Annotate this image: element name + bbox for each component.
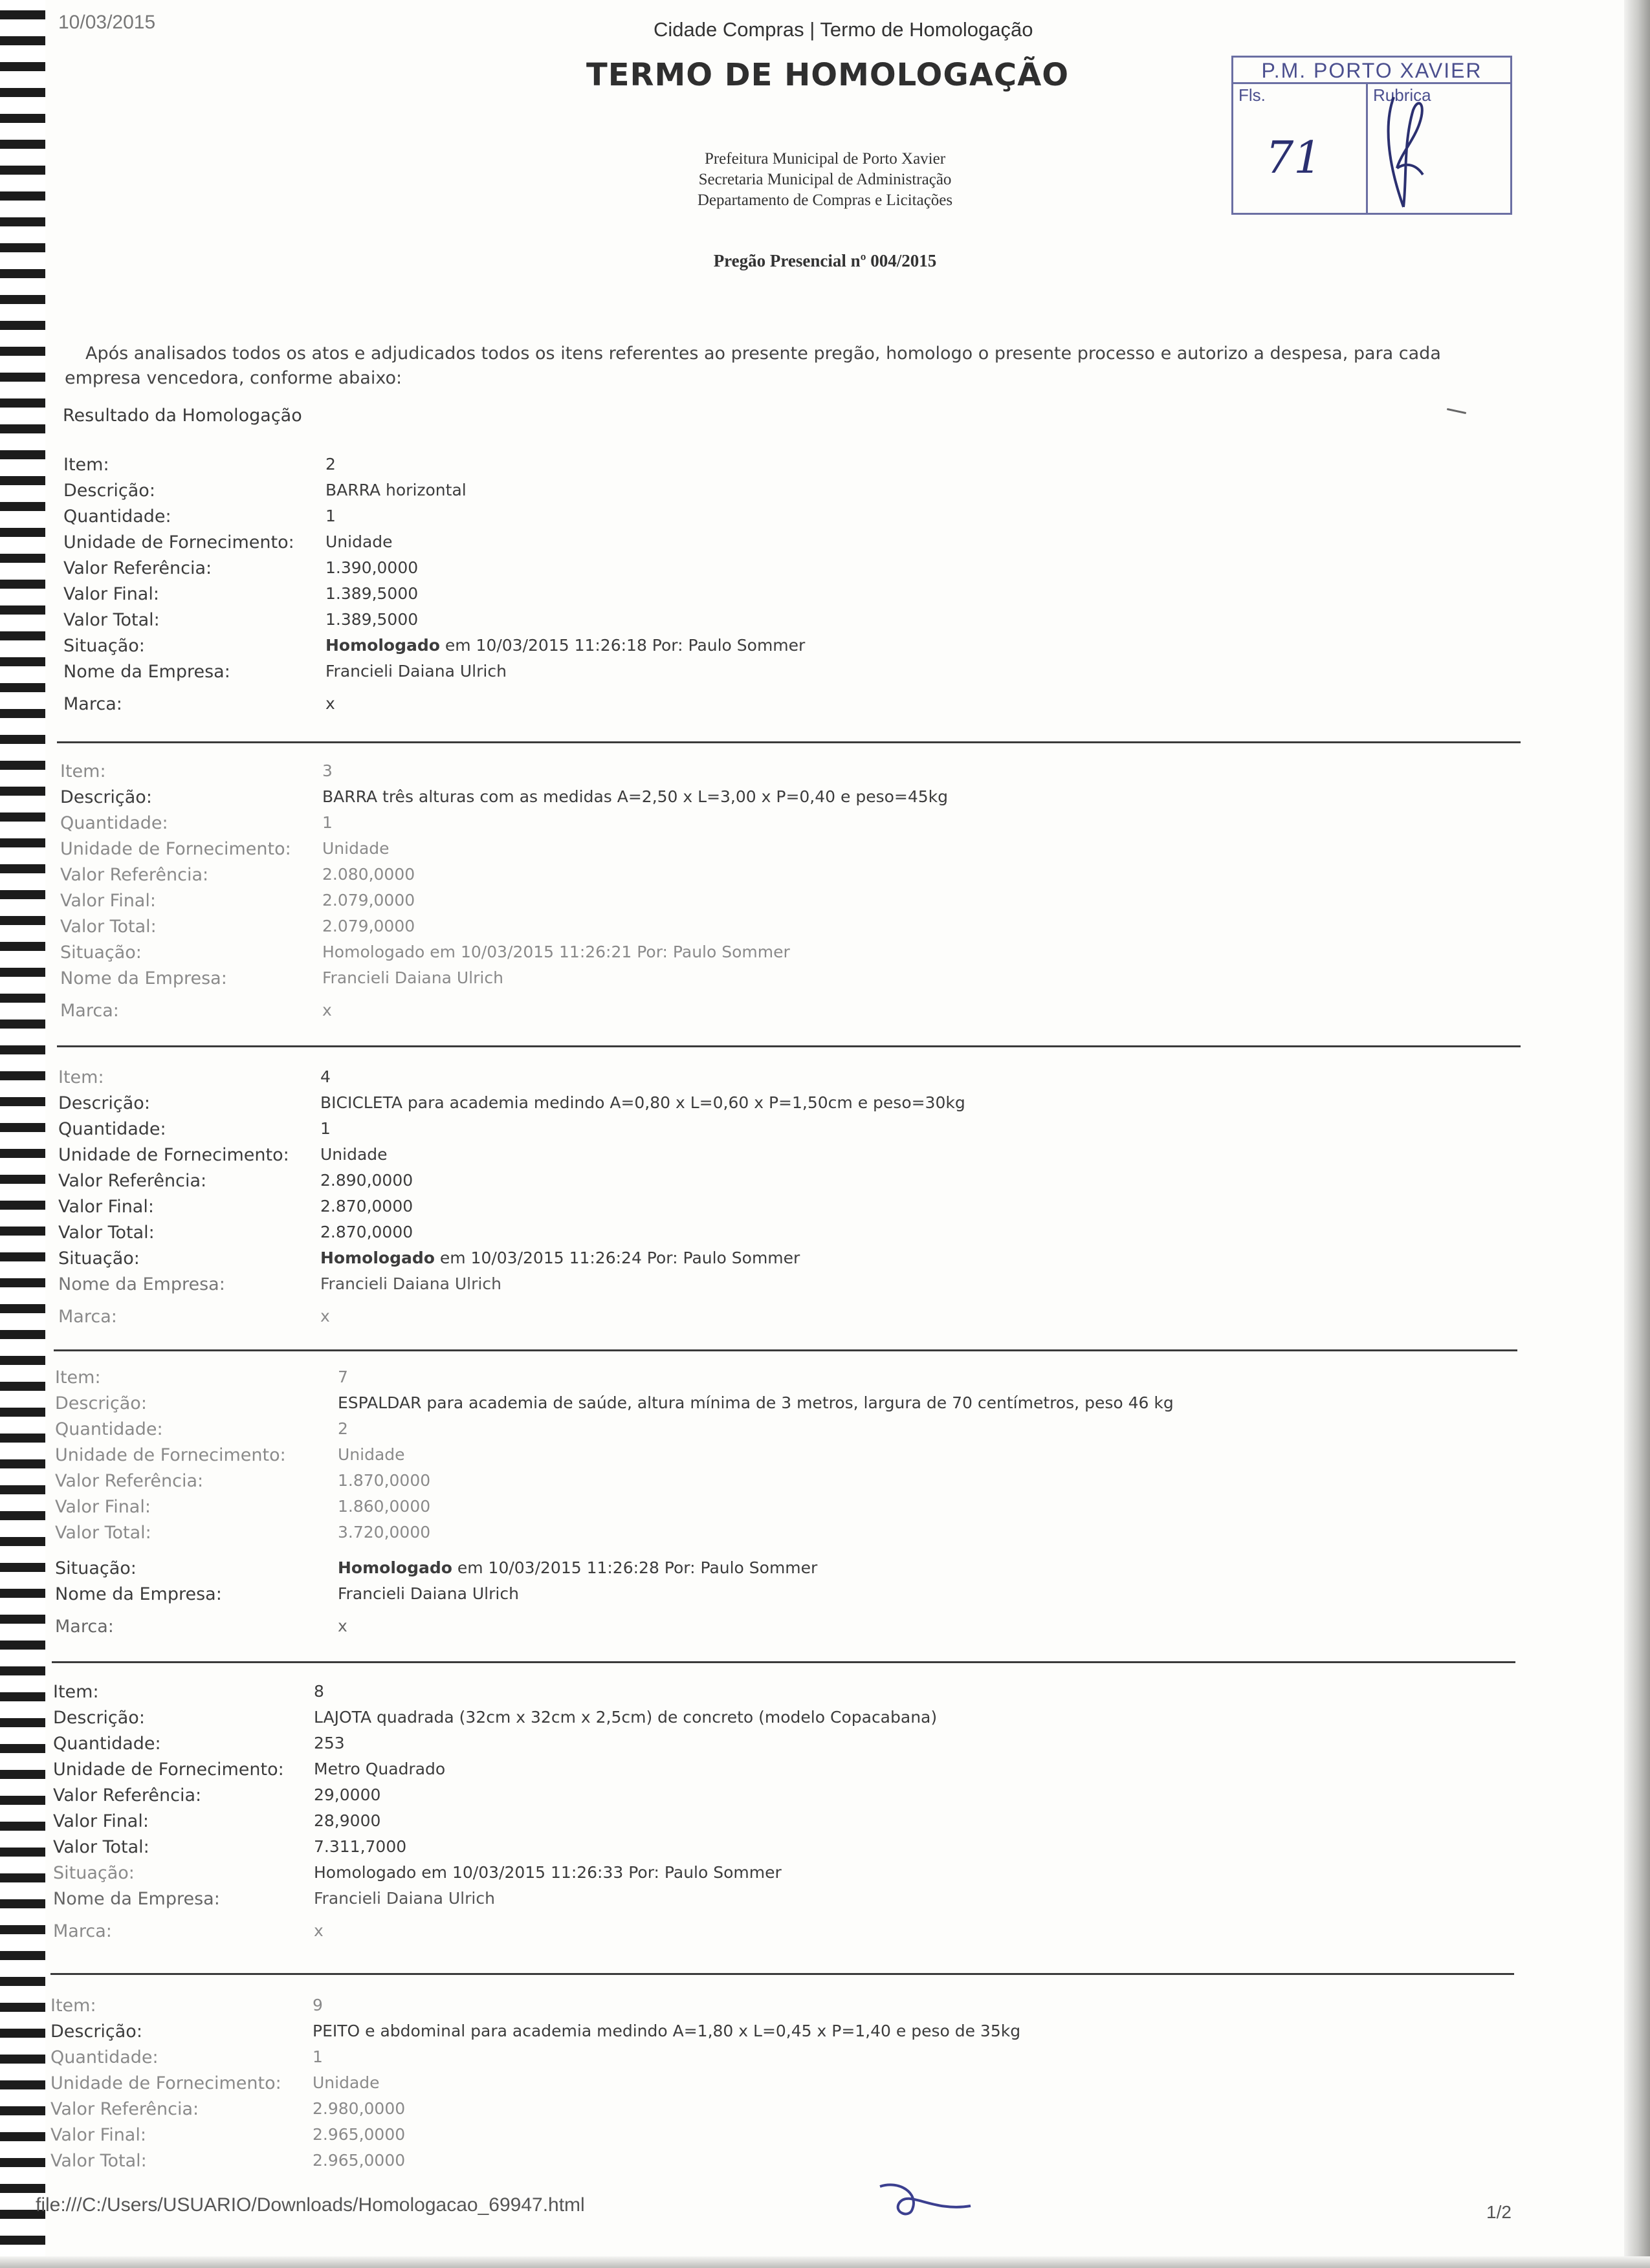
valor-referencia-value: 29,0000: [314, 1785, 381, 1804]
valor-final-label: Valor Final:: [53, 1811, 149, 1831]
quantidade-label: Quantidade:: [53, 1734, 161, 1754]
marca-label: Marca:: [55, 1617, 114, 1637]
item-number: 9: [313, 1996, 323, 2014]
valor-final-value: 1.860,0000: [338, 1497, 431, 1516]
unidade-label: Unidade de Fornecimento:: [58, 1145, 289, 1165]
unidade-value: Unidade: [338, 1445, 405, 1464]
valor-total-label: Valor Total:: [58, 1223, 155, 1243]
descricao-value: LAJOTA quadrada (32cm x 32cm x 2,5cm) de concreto (modelo Copacabana): [314, 1708, 938, 1727]
situacao-status: Homologado: [322, 943, 425, 961]
descricao-label: Descrição:: [63, 481, 155, 501]
empresa-value: Francieli Daiana Ulrich: [314, 1889, 495, 1908]
situacao-detail: em 10/03/2015 11:26:21 Por: Paulo Sommer: [424, 943, 790, 961]
spiral-binding: [0, 0, 45, 2268]
empresa-label: Nome da Empresa:: [55, 1584, 222, 1604]
empresa-label: Nome da Empresa:: [60, 968, 227, 988]
valor-referencia-label: Valor Referência:: [53, 1785, 202, 1805]
separator-line: [54, 1349, 1517, 1351]
valor-referencia-label: Valor Referência:: [63, 558, 212, 578]
empresa-label: Nome da Empresa:: [58, 1274, 225, 1294]
separator-line: [57, 1045, 1521, 1047]
marca-value: x: [314, 1921, 324, 1940]
item-number: 8: [314, 1682, 324, 1701]
valor-referencia-value: 1.870,0000: [338, 1471, 431, 1490]
unidade-label: Unidade de Fornecimento:: [53, 1760, 284, 1780]
item-label: Item:: [63, 455, 109, 475]
stamp-rubrica-label: Rubrica: [1373, 85, 1431, 105]
unidade-value: Metro Quadrado: [314, 1760, 446, 1778]
descricao-value: BARRA três alturas com as medidas A=2,50 x L=3,00 x P=0,40 e peso=45kg: [322, 787, 949, 806]
stamp-title: P.M. PORTO XAVIER: [1233, 58, 1510, 84]
valor-referencia-label: Valor Referência:: [50, 2099, 199, 2119]
footer-file-path: file:///C:/Users/USUARIO/Downloads/Homologacao_69947.html: [36, 2194, 585, 2216]
separator-line: [57, 741, 1521, 743]
quantidade-value: 2: [338, 1419, 348, 1438]
descricao-label: Descrição:: [60, 787, 152, 807]
valor-referencia-label: Valor Referência:: [58, 1171, 207, 1191]
unidade-value: Unidade: [322, 839, 390, 858]
valor-final-label: Valor Final:: [63, 584, 159, 604]
valor-referencia-value: 2.080,0000: [322, 865, 415, 884]
valor-final-label: Valor Final:: [55, 1497, 151, 1517]
quantidade-label: Quantidade:: [50, 2047, 159, 2067]
marca-value: x: [322, 1001, 332, 1020]
valor-total-label: Valor Total:: [63, 610, 160, 630]
unidade-value: Unidade: [313, 2073, 380, 2092]
item-number: 7: [338, 1368, 348, 1386]
stamp-fls-label: Fls.: [1238, 85, 1266, 105]
site-title: Cidade Compras | Termo de Homologação: [654, 18, 1033, 41]
intro-line-2: empresa vencedora, conforme abaixo:: [65, 368, 402, 388]
empresa-label: Nome da Empresa:: [53, 1889, 220, 1909]
situacao-label: Situação:: [53, 1863, 135, 1883]
situacao-status: Homologado: [325, 636, 440, 655]
marca-value: x: [338, 1617, 347, 1635]
valor-referencia-value: 2.890,0000: [320, 1171, 413, 1190]
valor-referencia-value: 2.980,0000: [313, 2099, 406, 2118]
quantidade-value: 1: [320, 1119, 331, 1138]
pregao-number: Pregão Presencial nº 004/2015: [713, 251, 937, 270]
item-label: Item:: [53, 1682, 99, 1702]
item-label: Item:: [55, 1368, 101, 1388]
valor-total-value: 1.389,5000: [325, 610, 419, 629]
valor-total-value: 7.311,7000: [314, 1837, 407, 1856]
situacao-detail: em 10/03/2015 11:26:33 Por: Paulo Sommer: [416, 1863, 782, 1882]
print-date: 10/03/2015: [58, 12, 156, 33]
descricao-value: BICICLETA para academia medindo A=0,80 x L=0,60 x P=1,50cm e peso=30kg: [320, 1093, 965, 1112]
quantidade-label: Quantidade:: [60, 813, 168, 833]
pen-mark: [1447, 408, 1466, 414]
valor-final-value: 2.870,0000: [320, 1197, 413, 1216]
organization-block: [0, 149, 1650, 211]
empresa-value: Francieli Daiana Ulrich: [325, 662, 507, 681]
empresa-value: Francieli Daiana Ulrich: [322, 968, 503, 987]
empresa-value: Francieli Daiana Ulrich: [338, 1584, 519, 1603]
marca-value: x: [325, 694, 335, 713]
unidade-label: Unidade de Fornecimento:: [63, 532, 294, 552]
valor-final-label: Valor Final:: [50, 2125, 146, 2145]
valor-final-label: Valor Final:: [58, 1197, 154, 1217]
item-label: Item:: [50, 1996, 96, 2016]
quantidade-value: 253: [314, 1734, 345, 1752]
quantidade-value: 1: [322, 813, 333, 832]
page-title: TERMO DE HOMOLOGAÇÃO: [586, 57, 1070, 93]
valor-final-value: 28,9000: [314, 1811, 381, 1830]
separator-line: [52, 1661, 1515, 1663]
situacao-label: Situação:: [63, 636, 145, 656]
separator-line: [50, 1973, 1514, 1975]
intro-line-1: Após analisados todos os atos e adjudicados todos os itens referentes ao presente pregão, homologo o presente processo e autorizo a despesa, para cada: [85, 343, 1441, 364]
valor-referencia-label: Valor Referência:: [60, 865, 209, 885]
valor-final-value: 2.965,0000: [313, 2125, 406, 2144]
quantidade-value: 1: [325, 507, 336, 525]
marca-label: Marca:: [60, 1001, 119, 1021]
valor-final-label: Valor Final:: [60, 891, 156, 911]
valor-total-label: Valor Total:: [55, 1523, 151, 1543]
pen-scribble: [874, 2174, 977, 2225]
item-label: Item:: [58, 1067, 104, 1087]
item-label: Item:: [60, 761, 106, 781]
descricao-label: Descrição:: [50, 2022, 142, 2042]
stamp-page-number: 71: [1266, 133, 1322, 184]
intro-paragraph: [65, 342, 1501, 391]
situacao-status: Homologado: [314, 1863, 417, 1882]
quantidade-value: 1: [313, 2047, 323, 2066]
page-bottom-shadow: [0, 2256, 1650, 2268]
org-line-1: Prefeitura Municipal de Porto Xavier: [704, 150, 946, 168]
situacao-label: Situação:: [55, 1558, 137, 1578]
item-number: 3: [322, 761, 333, 780]
marca-label: Marca:: [53, 1921, 112, 1941]
quantidade-label: Quantidade:: [58, 1119, 166, 1139]
valor-total-label: Valor Total:: [60, 917, 157, 937]
marca-label: Marca:: [63, 694, 122, 714]
descricao-value: ESPALDAR para academia de saúde, altura mínima de 3 metros, largura de 70 centímetros, peso 46 kg: [338, 1393, 1174, 1412]
unidade-label: Unidade de Fornecimento:: [55, 1445, 286, 1465]
descricao-value: PEITO e abdominal para academia medindo A=1,80 x L=0,45 x P=1,40 e peso de 35kg: [313, 2022, 1021, 2040]
unidade-label: Unidade de Fornecimento:: [60, 839, 291, 859]
marca-value: x: [320, 1307, 330, 1325]
valor-referencia-label: Valor Referência:: [55, 1471, 204, 1491]
empresa-value: Francieli Daiana Ulrich: [320, 1274, 501, 1293]
quantidade-label: Quantidade:: [55, 1419, 163, 1439]
org-line-2: Secretaria Municipal de Administração: [698, 171, 952, 188]
page-edge-shadow: [1624, 0, 1650, 2268]
valor-final-value: 1.389,5000: [325, 584, 419, 603]
quantidade-label: Quantidade:: [63, 507, 171, 527]
situacao-label: Situação:: [60, 943, 142, 963]
footer-page-number: 1/2: [1486, 2202, 1512, 2222]
descricao-label: Descrição:: [58, 1093, 150, 1113]
empresa-label: Nome da Empresa:: [63, 662, 230, 682]
item-number: 2: [325, 455, 336, 474]
situacao-status: Homologado: [338, 1558, 452, 1577]
valor-total-value: 3.720,0000: [338, 1523, 431, 1542]
marca-label: Marca:: [58, 1307, 117, 1327]
situacao-status: Homologado: [320, 1248, 435, 1267]
valor-total-label: Valor Total:: [50, 2151, 147, 2171]
unidade-value: Unidade: [320, 1145, 388, 1164]
valor-final-value: 2.079,0000: [322, 891, 415, 910]
descricao-label: Descrição:: [55, 1393, 147, 1413]
valor-referencia-value: 1.390,0000: [325, 558, 419, 577]
situacao-label: Situação:: [58, 1248, 140, 1269]
unidade-value: Unidade: [325, 532, 393, 551]
valor-total-value: 2.965,0000: [313, 2151, 406, 2170]
situacao-detail: em 10/03/2015 11:26:24 Por: Paulo Sommer: [434, 1248, 800, 1267]
valor-total-value: 2.079,0000: [322, 917, 415, 935]
org-line-3: Departamento de Compras e Licitações: [697, 191, 953, 209]
unidade-label: Unidade de Fornecimento:: [50, 2073, 281, 2093]
descricao-value: BARRA horizontal: [325, 481, 467, 499]
situacao-detail: em 10/03/2015 11:26:28 Por: Paulo Sommer: [452, 1558, 818, 1577]
descricao-label: Descrição:: [53, 1708, 145, 1728]
valor-total-label: Valor Total:: [53, 1837, 149, 1857]
result-heading: Resultado da Homologação: [63, 406, 302, 426]
valor-total-value: 2.870,0000: [320, 1223, 413, 1241]
situacao-detail: em 10/03/2015 11:26:18 Por: Paulo Sommer: [439, 636, 806, 655]
item-number: 4: [320, 1067, 331, 1086]
